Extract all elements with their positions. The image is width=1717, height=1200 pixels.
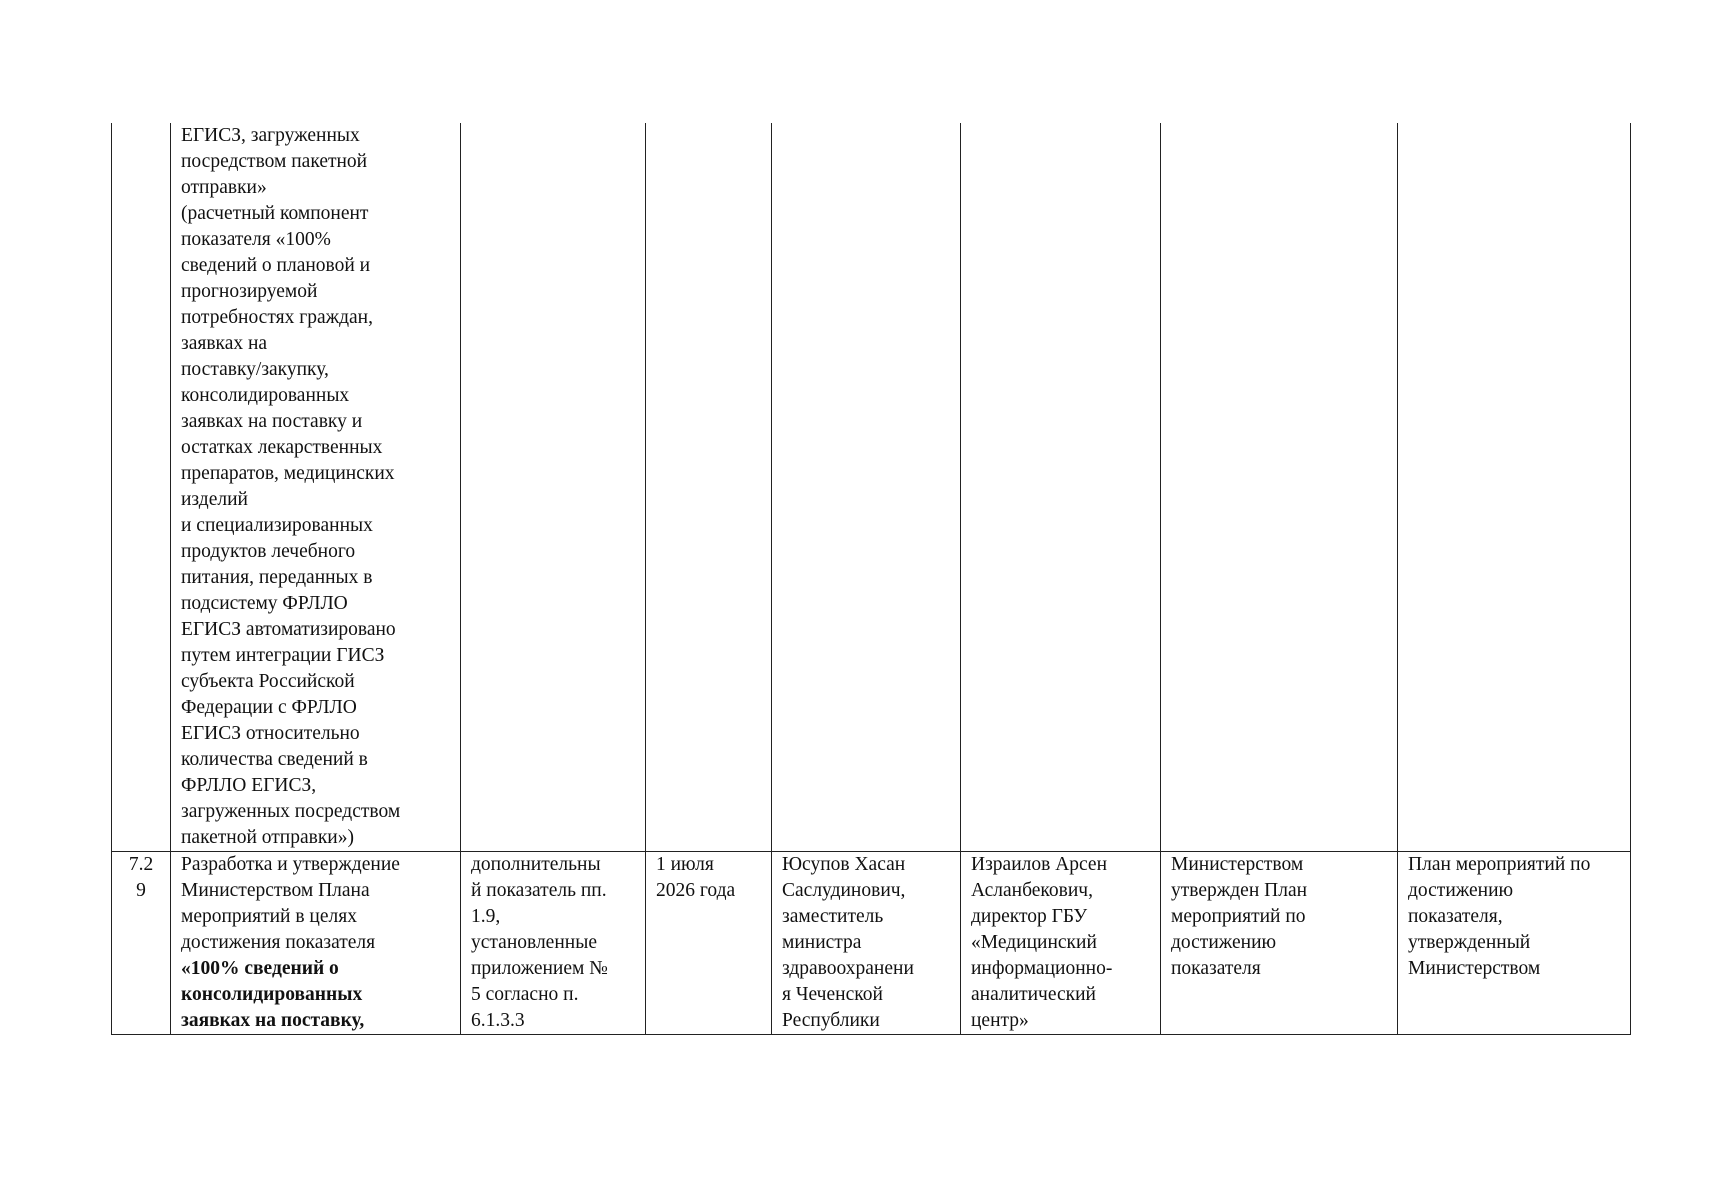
deadline-line: 2026 года [656, 880, 736, 901]
table-row-continuation [112, 123, 1631, 852]
responsible-line: Республики [782, 1010, 880, 1031]
row-number-line: 9 [136, 880, 146, 901]
description-line: загруженных посредством [181, 801, 401, 822]
description-line: пакетной отправки») [181, 827, 354, 848]
basis-line: 5 согласно п. [471, 984, 579, 1005]
executor-line: директор ГБУ [971, 906, 1088, 927]
cell-deadline [646, 852, 772, 1035]
cell-responsible [772, 123, 961, 852]
cell-result [1161, 852, 1398, 1035]
description-line: заявках на [181, 333, 268, 354]
document-line: План мероприятий по [1408, 854, 1591, 875]
description-line: ЕГИСЗ автоматизировано [181, 619, 396, 640]
responsible-line: заместитель [782, 906, 884, 927]
description-line: и специализированных [181, 515, 373, 536]
responsible-line: Юсупов Хасан [782, 854, 906, 875]
executor-line: Асланбекович, [971, 880, 1093, 901]
result-line: мероприятий по [1171, 906, 1306, 927]
document-line: достижению [1408, 880, 1514, 901]
basis-line: дополнительны [471, 854, 601, 875]
description-line: ЕГИСЗ, загруженных [181, 125, 360, 146]
description-line: подсистему ФРЛЛО [181, 593, 348, 614]
description-line: ЕГИСЗ относительно [181, 723, 360, 744]
cell-executor [961, 123, 1161, 852]
result-line: достижению [1171, 932, 1277, 953]
description-line: прогнозируемой [181, 281, 318, 302]
indicator-name-line: «100% сведений о [181, 958, 339, 979]
description-line: Министерством Плана [181, 880, 370, 901]
description-line: посредством пакетной [181, 151, 368, 172]
document-line: Министерством [1408, 958, 1541, 979]
responsible-line: министра [782, 932, 862, 953]
description-line: отправки» [181, 177, 267, 198]
cell-deadline [646, 123, 772, 852]
description-line: путем интеграции ГИСЗ [181, 645, 385, 666]
cell-document [1398, 123, 1631, 852]
table-row-7-29 [112, 852, 1631, 1035]
result-line: утвержден План [1171, 880, 1308, 901]
description-line: мероприятий в целях [181, 906, 357, 927]
description-line: остатках лекарственных [181, 437, 383, 458]
cell-executor [961, 852, 1161, 1035]
executor-line: «Медицинский [971, 932, 1097, 953]
description-line: ФРЛЛО ЕГИСЗ, [181, 775, 317, 796]
description-line: изделий [181, 489, 248, 510]
cell-basis [461, 123, 646, 852]
responsible-line: Саслудинович, [782, 880, 906, 901]
description-line: питания, переданных в [181, 567, 373, 588]
description-line: достижения показателя [181, 932, 376, 953]
description-line: заявках на поставку и [181, 411, 363, 432]
description-line: Разработка и утверждение [181, 854, 400, 875]
description-line: количества сведений в [181, 749, 368, 770]
cell-description [171, 123, 461, 852]
description-line: консолидированных [181, 385, 350, 406]
basis-line: установленные [471, 932, 597, 953]
document-line: показателя, [1408, 906, 1503, 927]
description-line: субъекта Российской [181, 671, 355, 692]
deadline-line: 1 июля [656, 854, 714, 875]
description-line: показателя «100% [181, 229, 331, 250]
responsible-line: здравоохранени [782, 958, 914, 979]
basis-line: 1.9, [471, 906, 501, 927]
indicator-name-line: заявках на поставку, [181, 1010, 365, 1031]
row-number-line: 7.2 [128, 854, 154, 875]
cell-result [1161, 123, 1398, 852]
description-line: (расчетный компонент [181, 203, 369, 224]
executor-line: Израилов Арсен [971, 854, 1108, 875]
cell-basis [461, 852, 646, 1035]
executor-line: информационно- [971, 958, 1113, 979]
plan-table [111, 123, 1631, 1035]
indicator-name-line: консолидированных [181, 984, 363, 1005]
cell-number [112, 123, 171, 852]
basis-line: й показатель пп. [471, 880, 607, 901]
description-line: сведений о плановой и [181, 255, 371, 276]
description-line: препаратов, медицинских [181, 463, 395, 484]
basis-line: приложением № [471, 958, 608, 979]
executor-line: центр» [971, 1010, 1029, 1031]
cell-document [1398, 852, 1631, 1035]
document-line: утвержденный [1408, 932, 1531, 953]
result-line: показателя [1171, 958, 1261, 979]
result-line: Министерством [1171, 854, 1304, 875]
description-line: потребностях граждан, [181, 307, 373, 328]
responsible-line: я Чеченской [782, 984, 883, 1005]
description-line: Федерации с ФРЛЛО [181, 697, 357, 718]
description-line: продуктов лечебного [181, 541, 356, 562]
basis-line: 6.1.3.3 [471, 1010, 525, 1031]
cell-description [171, 852, 461, 1035]
cell-responsible [772, 852, 961, 1035]
cell-number [112, 852, 171, 1035]
executor-line: аналитический [971, 984, 1096, 1005]
description-line: поставку/закупку, [181, 359, 329, 380]
